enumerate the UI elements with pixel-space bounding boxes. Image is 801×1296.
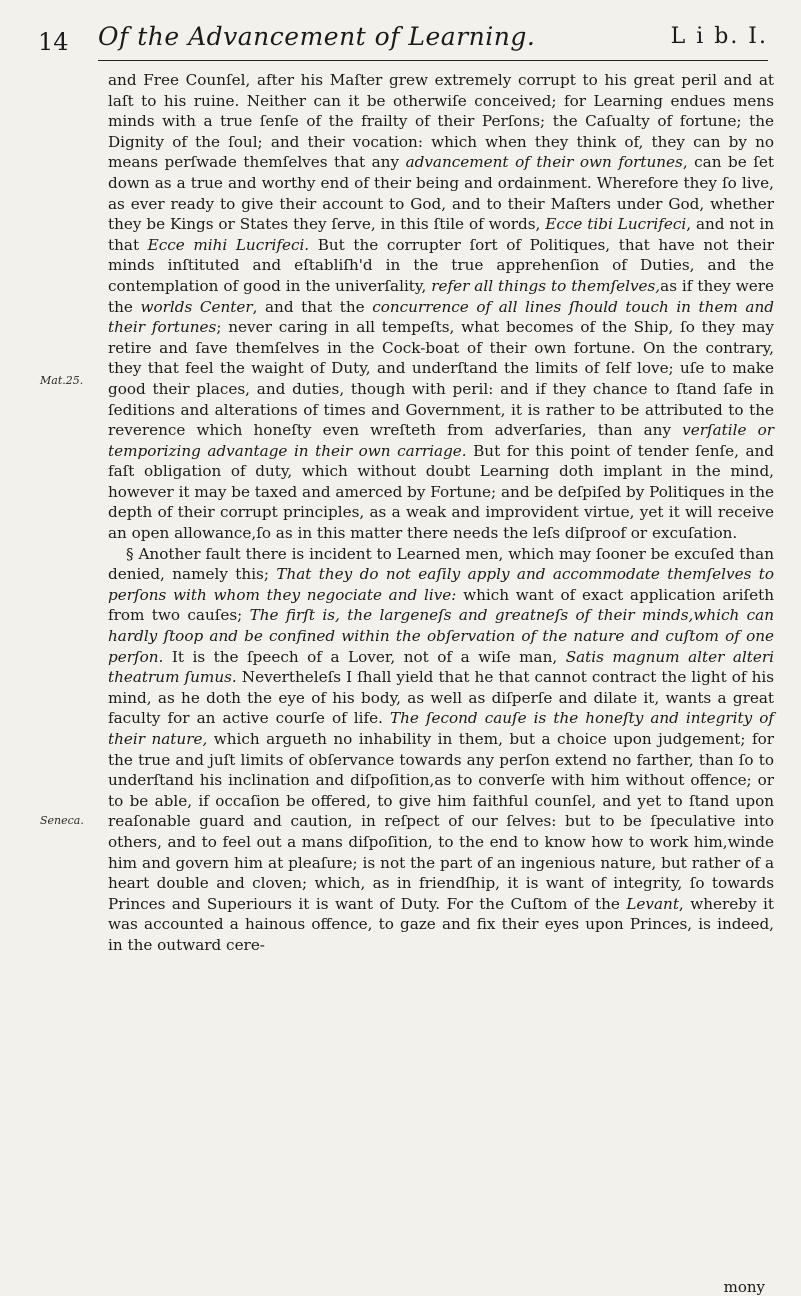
- book-label: L i b. I.: [670, 24, 768, 49]
- catchword: mony: [723, 1278, 765, 1296]
- margin-note-seneca: Seneca.: [40, 814, 84, 827]
- paragraph-1: and Free Counſel, after his Maſter grew extremely corrupt to his great peril and at laſt to his ruine. Neither can it be otherwiſe conceived; for Learning endues mens minds with a true ſenſe of the frailty of their Perſons; the Caſualty of fortune; the Dignity of the ſoul; and their vocation: which when they think of, they can by no means perſwade themſelves that any advancement of their own fortunes, can be ſet down as a true and worthy end of their being and ordainment. Wherefore they ſo live, as ever ready to give their account to God, and to their Maſters under God, whether they be Kings or States they ſerve, in this ſtile of words, Ecce tibi Lucrifeci, and not in that Ecce mihi Lucrifeci. But the corrupter ſort of Politiques, that have not their minds inſtituted and eſtabliſh'd in the true apprehenſion of Duties, and the contemplation of good in the univerſality, refer all things to themſelves,as if they were the worlds Center, and that the concurrence of all lines ſhould touch in them and their fortunes; never caring in all tempeſts, what becomes of the Ship, ſo they may retire and ſave themſelves in the Cock-boat of their own fortune. On the contrary, they that feel the waight of Duty, and underſtand the limits of ſelf love; uſe to make good their places, and duties, though with peril: and if they chance to ſtand ſafe in ſeditions and alterations of times and Government, it is rather to be attributed to the reverence which honeſty even wreſteth from adverſaries, than any verſatile or temporizing advantage in their own carriage. But for this point of tender ſenſe, and faſt obligation of duty, which without doubt Learning doth implant in the mind, however it may be taxed and amerced by Fortune; and be deſpiſed by Politiques in the depth of their corrupt principles, as a weak and improvident virtue, yet it will receive an open allowance,ſo as in this matter there needs the leſs diſproof or excuſation.: [108, 71, 775, 543]
- page-number: 14: [38, 28, 69, 56]
- header-rule: [98, 60, 768, 61]
- margin-note-matthew: Mat.25.: [40, 374, 84, 387]
- paragraph-2: § Another fault there is incident to Learned men, which may ſooner be excuſed than denied, namely this; That they do not eaſily apply and accommodate themſelves to perſons with whom they negociate and live: which want of exact application ariſeth from two cauſes; The firſt is, the largeneſs and greatneſs of their minds,which can hardly ſtoop and be confined within the obſervation of the nature and cuſtom of one perſon. It is the ſpeech of a Lover, not of a wiſe man, Satis magnum alter alteri theatrum ſumus. Neverthelеſs I ſhall yield that he that cannot contract the light of his mind, as he doth the eye of his body, as well as diſperſe and dilate it, wants a great faculty for an active courſe of life. The ſecond cauſe is the honeſty and integrity of their nature, which argueth no inhability in them, but a choice upon judgement; for the true and juſt limits of obſervance towards any perſon extend no farther, than ſo to underſtand his inclination and diſpoſition,as to converſe with him without offence; or to be able, if occaſion be offered, to give him faithful counſel, and yet to ſtand upon reaſonable guard and caution, in reſpect of our ſelves: but to be ſpeculative into others, and to feel out a mans diſpoſition, to the end to know how to work him,winde him and govern him at pleaſure; is not the part of an ingenious nature, but rather of a heart double and cloven; which, as in friendſhip, it is want of integrity, ſo towards Princes and Superiours it is want of Duty. For the Cuſtom of the Levant, whereby it was accounted a hainous offence, to gaze and fix their eyes upon Princes, is indeed, in the outward cere-: [108, 544, 775, 954]
- running-title: Of the Advancement of Learning.: [98, 22, 536, 51]
- body-text: [108, 70, 774, 956]
- page-header: [38, 14, 768, 62]
